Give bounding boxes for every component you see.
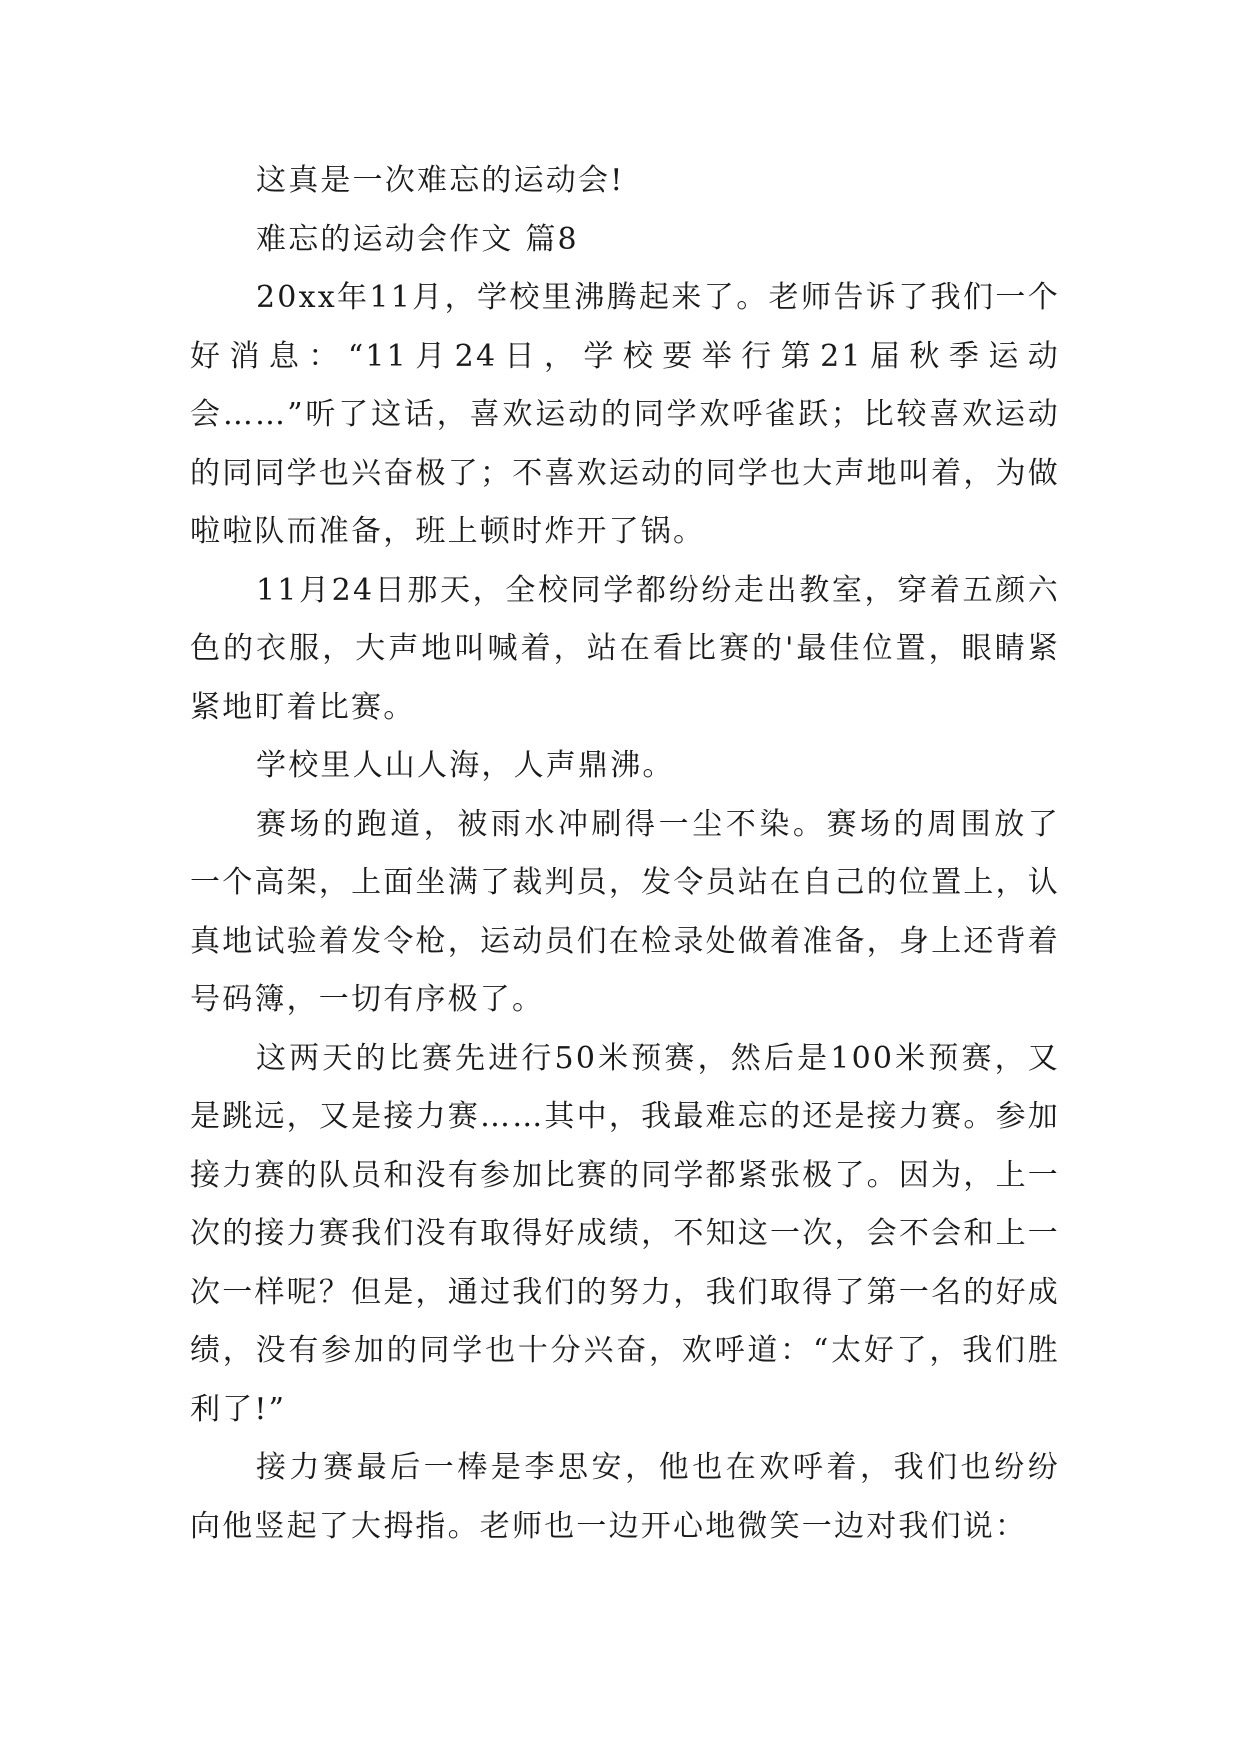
essay-heading: 难忘的运动会作文 篇8 bbox=[256, 221, 579, 257]
paragraph-event-day: 11月24日那天，全校同学都纷纷走出教室，穿着五颜六色的衣服，大声地叫喊着，站在看比赛的'最佳位置，眼睛紧紧地盯着比赛。 bbox=[190, 572, 1061, 725]
paragraph-relay: 这两天的比赛先进行50米预赛，然后是100米预赛，又是跳远，又是接力赛……其中，我最难忘的还是接力赛。参加接力赛的队员和没有参加比赛的同学都紧张极了。因为，上一次的接力赛我们没有取得好成绩，不知这一次，会不会和上一次一样呢？但是，通过我们的努力，我们取得了第一名的好成绩，没有参加的同学也十分兴奋，欢呼道：“太好了，我们胜利了!” bbox=[190, 1040, 1060, 1427]
paragraph-crowd: 学校里人山人海，人声鼎沸。 bbox=[256, 748, 675, 783]
paragraph-news: 20xx年11月，学校里沸腾起来了。老师告诉了我们一个好消息：“11月24日，学校要举行第21届秋季运动会……”听了这话，喜欢运动的同学欢呼雀跃；比较喜欢运动的同同学也兴奋极了；不喜欢运动的同学也大声地叫着，为做啦啦队而准备，班上顿时炸开了锅。 bbox=[190, 280, 1060, 549]
paragraph-closing-line: 这真是一次难忘的运动会! bbox=[256, 163, 625, 198]
paragraph-last-leg: 接力赛最后一棒是李思安，他也在欢呼着，我们也纷纷向他竖起了大拇指。老师也一边开心地微笑一边对我们说： bbox=[190, 1450, 1060, 1544]
paragraph-venue: 赛场的跑道，被雨水冲刷得一尘不染。赛场的周围放了一个高架，上面坐满了裁判员，发令员站在自己的位置上，认真地试验着发令枪，运动员们在检录处做着准备，身上还背着号码簿，一切有序极了。 bbox=[190, 806, 1060, 1017]
document-body bbox=[190, 152, 1060, 1556]
